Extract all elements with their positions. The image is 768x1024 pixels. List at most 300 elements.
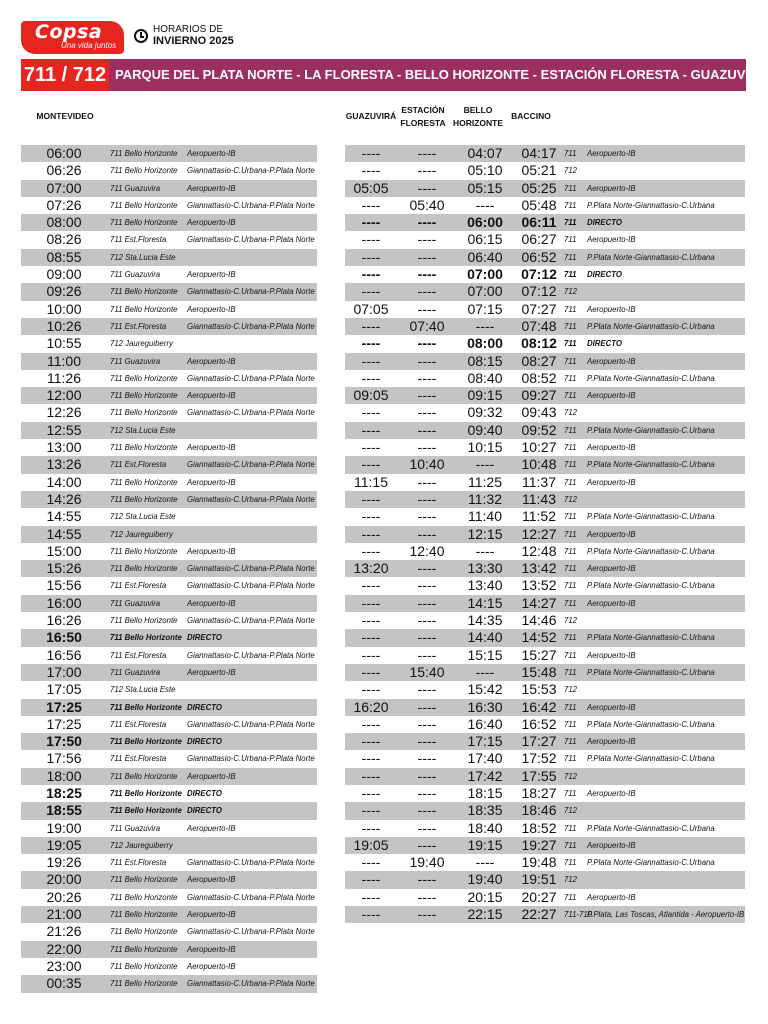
baccino-time: 18:27 <box>521 784 557 801</box>
bello-horizonte-time: 14:15 <box>467 594 503 611</box>
baccino-time: 19:48 <box>521 854 557 871</box>
estacion-time: ---- <box>417 162 437 179</box>
table-row <box>21 318 317 335</box>
route-note: P.Plata Norte-Giannattasio-C.Urbana <box>587 754 715 764</box>
table-row <box>21 422 317 439</box>
departure-time: 15:00 <box>46 542 82 559</box>
departure-time: 16:56 <box>46 646 82 663</box>
route-note: Aeropuerto-IB <box>187 823 236 833</box>
baccino-time: 13:52 <box>521 577 557 594</box>
baccino-time: 09:27 <box>521 387 557 404</box>
route-number-cell: 711 <box>564 633 577 643</box>
guazuvira-time: ---- <box>361 577 381 594</box>
guazuvira-time: ---- <box>361 369 381 386</box>
header-estacion-line1: ESTACIÓN <box>401 105 445 115</box>
route-note <box>187 681 322 698</box>
baccino-time: 20:27 <box>521 888 557 905</box>
route-note <box>587 162 747 179</box>
table-row <box>21 197 317 214</box>
table-row <box>345 612 745 629</box>
route-note: DIRECTO <box>187 702 222 712</box>
estacion-time: ---- <box>417 283 437 300</box>
bello-horizonte-time: 13:30 <box>467 560 503 577</box>
estacion-time: ---- <box>417 490 437 507</box>
departure-time: 16:26 <box>46 612 82 629</box>
service-name: 711 Guazuvira <box>110 270 161 280</box>
route-note: Aeropuerto-IB <box>587 443 636 453</box>
bello-horizonte-time: ---- <box>475 317 495 334</box>
table-row <box>21 249 317 266</box>
bello-horizonte-time: 13:40 <box>467 577 503 594</box>
guazuvira-time: ---- <box>361 888 381 905</box>
bello-horizonte-time: 16:30 <box>467 698 503 715</box>
route-note <box>587 491 747 508</box>
route-number-cell: 711 <box>564 270 577 280</box>
baccino-time: 14:52 <box>521 629 557 646</box>
bello-horizonte-time: 17:40 <box>467 750 503 767</box>
estacion-time: ---- <box>417 508 437 525</box>
route-note: P.Plata Norte-Giannattasio-C.Urbana <box>587 633 715 643</box>
service-name: 711 Bello Horizonte <box>110 564 178 574</box>
table-row <box>345 318 745 335</box>
departure-time: 16:00 <box>46 594 82 611</box>
route-number-cell: 711 <box>564 373 577 383</box>
service-name: 711 Bello Horizonte <box>110 875 178 885</box>
baccino-time: 06:11 <box>521 214 557 231</box>
guazuvira-time: ---- <box>361 750 381 767</box>
guazuvira-time: ---- <box>361 594 381 611</box>
guazuvira-time: ---- <box>361 421 381 438</box>
guazuvira-time: ---- <box>361 646 381 663</box>
estacion-time: 10:40 <box>409 456 445 473</box>
departure-time: 19:05 <box>46 836 82 853</box>
service-name: 712 Jaureguiberry <box>110 840 173 850</box>
table-row <box>345 647 745 664</box>
service-name: 711 Bello Horizonte <box>110 944 178 954</box>
route-note: Giannattasio-C.Urbana-P.Plata Norte <box>187 235 315 245</box>
table-row <box>21 526 317 543</box>
header-bello-line2: HORIZONTE <box>452 118 504 128</box>
route-number-cell: 711 <box>564 702 577 712</box>
departure-time: 21:26 <box>46 923 82 940</box>
service-name: 711 Guazuvira <box>110 183 161 193</box>
route-note: DIRECTO <box>187 633 222 643</box>
route-note: Aeropuerto-IB <box>587 477 636 487</box>
route-note: P.Plata Norte-Giannattasio-C.Urbana <box>587 823 715 833</box>
guazuvira-time: ---- <box>361 352 381 369</box>
guazuvira-time: ---- <box>361 404 381 421</box>
bello-horizonte-time: 06:00 <box>467 214 503 231</box>
route-number-cell: 711 <box>564 667 577 677</box>
baccino-time: 11:43 <box>522 490 556 507</box>
estacion-time: ---- <box>417 525 437 542</box>
baccino-time: 10:48 <box>521 456 557 473</box>
estacion-time: ---- <box>417 421 437 438</box>
bello-horizonte-time: 14:40 <box>467 629 503 646</box>
estacion-time: ---- <box>417 231 437 248</box>
estacion-time: ---- <box>417 577 437 594</box>
departure-time: 17:25 <box>46 715 82 732</box>
departure-time: 10:55 <box>46 335 82 352</box>
service-name: 711 Est.Floresta <box>110 460 167 470</box>
route-number-cell: 711 <box>564 840 577 850</box>
bello-horizonte-time: ---- <box>475 196 495 213</box>
guazuvira-time: ---- <box>361 439 381 456</box>
departure-time: 19:00 <box>46 819 82 836</box>
table-row <box>345 301 745 318</box>
route-number-cell: 711 <box>564 788 577 798</box>
route-note: Aeropuerto-IB <box>187 270 236 280</box>
route-note: Aeropuerto-IB <box>187 875 236 885</box>
baccino-time: 17:27 <box>521 733 557 750</box>
guazuvira-time: ---- <box>361 490 381 507</box>
table-row <box>21 612 317 629</box>
guazuvira-time: 05:05 <box>353 179 389 196</box>
bello-horizonte-time: ---- <box>475 542 495 559</box>
estacion-time: ---- <box>417 387 437 404</box>
route-note: P.Plata Norte-Giannattasio-C.Urbana <box>587 252 715 262</box>
route-note: P.Plata Norte-Giannattasio-C.Urbana <box>587 200 715 210</box>
route-note: Aeropuerto-IB <box>587 702 636 712</box>
route-note: Giannattasio-C.Urbana-P.Plata Norte <box>187 979 315 989</box>
route-note: Giannattasio-C.Urbana-P.Plata Norte <box>187 564 315 574</box>
bello-horizonte-time: 07:00 <box>467 283 503 300</box>
route-note: Aeropuerto-IB <box>187 304 236 314</box>
bello-horizonte-time: 09:15 <box>467 387 503 404</box>
service-name: 711 Guazuvira <box>110 667 161 677</box>
guazuvira-time: ---- <box>361 802 381 819</box>
service-name: 712 Jaureguiberry <box>110 339 173 349</box>
guazuvira-time: ---- <box>361 854 381 871</box>
outbound-table <box>21 145 317 993</box>
table-row <box>345 474 745 491</box>
route-number-cell: 711 <box>564 719 577 729</box>
route-note: Aeropuerto-IB <box>587 529 636 539</box>
departure-time: 07:26 <box>46 196 82 213</box>
table-row <box>345 491 745 508</box>
departure-time: 21:00 <box>46 906 82 923</box>
table-row <box>21 906 317 923</box>
table-row <box>21 162 317 179</box>
route-number-cell: 711 <box>564 252 577 262</box>
route-number-cell: 711 <box>564 149 577 158</box>
guazuvira-time: ---- <box>361 196 381 213</box>
bello-horizonte-time: 17:42 <box>467 767 503 784</box>
route-note: Giannattasio-C.Urbana-P.Plata Norte <box>187 200 315 210</box>
guazuvira-time: 16:20 <box>353 698 389 715</box>
service-name: 711 Bello Horizonte <box>110 443 178 453</box>
table-row <box>345 560 745 577</box>
bello-horizonte-time: 19:15 <box>467 836 503 853</box>
brand-name: Copsa <box>35 21 103 43</box>
estacion-time: ---- <box>417 646 437 663</box>
route-note: DIRECTO <box>187 806 222 816</box>
route-note: Aeropuerto-IB <box>587 840 636 850</box>
guazuvira-time: ---- <box>361 508 381 525</box>
table-row <box>21 508 317 525</box>
service-name: 711 Bello Horizonte <box>110 494 178 504</box>
service-name: 711 Bello Horizonte <box>110 788 182 798</box>
departure-time: 20:00 <box>46 871 82 888</box>
service-name: 711 Bello Horizonte <box>110 218 178 228</box>
estacion-time: ---- <box>417 733 437 750</box>
table-row <box>21 231 317 248</box>
route-note: Aeropuerto-IB <box>187 771 236 781</box>
bello-horizonte-time: 08:40 <box>467 369 503 386</box>
service-name: 711 Bello Horizonte <box>110 633 182 643</box>
table-row <box>21 543 317 560</box>
guazuvira-time: ---- <box>361 784 381 801</box>
route-number-cell: 711 <box>564 546 577 556</box>
route-note: Aeropuerto-IB <box>187 149 236 158</box>
estacion-time: ---- <box>417 439 437 456</box>
route-number-cell: 711 <box>564 304 577 314</box>
baccino-time: 19:27 <box>521 836 557 853</box>
guazuvira-time: 11:15 <box>354 473 388 490</box>
table-row <box>345 180 745 197</box>
departure-time: 22:00 <box>46 940 82 957</box>
route-number-cell: 712 <box>564 875 578 885</box>
route-number-cell: 711 <box>564 529 577 539</box>
departure-time: 08:00 <box>46 214 82 231</box>
table-row <box>345 750 745 767</box>
table-row <box>345 145 745 162</box>
estacion-time: 12:40 <box>409 542 445 559</box>
table-row <box>21 871 317 888</box>
table-row <box>21 785 317 802</box>
header-estacion-floresta <box>397 104 449 130</box>
route-note: Giannattasio-C.Urbana-P.Plata Norte <box>187 460 315 470</box>
estacion-time: ---- <box>417 906 437 923</box>
estacion-time: ---- <box>417 404 437 421</box>
baccino-time: 15:48 <box>521 663 557 680</box>
header-guazuvira: GUAZUVIRÁ <box>345 111 397 121</box>
baccino-time: 05:25 <box>521 179 557 196</box>
table-row <box>21 854 317 871</box>
bello-horizonte-time: 06:40 <box>467 248 503 265</box>
table-row <box>21 439 317 456</box>
guazuvira-time: ---- <box>361 456 381 473</box>
table-row <box>345 283 745 300</box>
service-name: 711 Bello Horizonte <box>110 408 178 418</box>
service-name: 711 Est.Floresta <box>110 754 167 764</box>
route-note: Aeropuerto-IB <box>187 910 236 920</box>
table-row <box>21 180 317 197</box>
departure-time: 12:55 <box>46 421 82 438</box>
table-row <box>345 577 745 594</box>
departure-time: 17:56 <box>46 750 82 767</box>
baccino-time: 15:27 <box>521 646 557 663</box>
route-note: Aeropuerto-IB <box>587 788 636 798</box>
baccino-time: 11:52 <box>522 508 556 525</box>
route-note: Giannattasio-C.Urbana-P.Plata Norte <box>187 166 315 176</box>
route-note: Giannattasio-C.Urbana-P.Plata Norte <box>187 892 315 902</box>
estacion-time: ---- <box>417 698 437 715</box>
table-row <box>21 577 317 594</box>
baccino-time: 10:27 <box>521 439 557 456</box>
route-number-cell: 712 <box>564 685 578 695</box>
route-note: Aeropuerto-IB <box>187 218 236 228</box>
table-row <box>21 301 317 318</box>
table-row <box>345 681 745 698</box>
route-note: Giannattasio-C.Urbana-P.Plata Norte <box>187 287 315 297</box>
guazuvira-time: ---- <box>361 214 381 231</box>
route-note: Aeropuerto-IB <box>587 235 636 245</box>
guazuvira-time: ---- <box>361 283 381 300</box>
departure-time: 08:26 <box>46 231 82 248</box>
departure-time: 09:00 <box>46 266 82 283</box>
table-row <box>21 923 317 940</box>
service-name: 711 Bello Horizonte <box>110 166 178 176</box>
route-note: Giannattasio-C.Urbana-P.Plata Norte <box>187 927 315 937</box>
clock-icon <box>134 29 148 43</box>
guazuvira-time: ---- <box>361 629 381 646</box>
header-bello-line1: BELLO <box>463 105 493 115</box>
departure-time: 15:56 <box>46 577 82 594</box>
baccino-time: 05:21 <box>521 162 557 179</box>
table-row <box>345 906 745 923</box>
baccino-time: 07:12 <box>521 283 557 300</box>
bello-horizonte-time: 06:15 <box>467 231 503 248</box>
table-row <box>21 283 317 300</box>
service-name: 711 Est.Floresta <box>110 235 167 245</box>
table-row <box>345 854 745 871</box>
route-note: P.Plata Norte-Giannattasio-C.Urbana <box>587 512 715 522</box>
departure-time: 20:26 <box>46 888 82 905</box>
departure-time: 17:00 <box>46 663 82 680</box>
estacion-time: ---- <box>417 715 437 732</box>
baccino-time: 18:52 <box>521 819 557 836</box>
baccino-time: 12:27 <box>521 525 557 542</box>
table-row <box>345 543 745 560</box>
route-note: Giannattasio-C.Urbana-P.Plata Norte <box>187 494 315 504</box>
departure-time: 14:00 <box>46 473 82 490</box>
estacion-time: ---- <box>417 750 437 767</box>
route-note: Giannattasio-C.Urbana-P.Plata Norte <box>187 858 315 868</box>
route-note: P.Plata Norte-Giannattasio-C.Urbana <box>587 581 715 591</box>
departure-time: 08:55 <box>46 248 82 265</box>
table-row <box>21 716 317 733</box>
route-note: Aeropuerto-IB <box>187 183 236 193</box>
estacion-time: 07:40 <box>409 317 445 334</box>
service-name: 711 Bello Horizonte <box>110 304 178 314</box>
table-row <box>21 560 317 577</box>
bello-horizonte-time: 11:32 <box>468 490 502 507</box>
route-title: PARQUE DEL PLATA NORTE - LA FLORESTA - BELLO HORIZONTE - ESTACIÓN FLORESTA - GUAZUVIRÁ <box>115 67 768 82</box>
departure-time: 13:26 <box>46 456 82 473</box>
table-row <box>345 335 745 352</box>
route-note: Aeropuerto-IB <box>187 546 236 556</box>
estacion-time: ---- <box>417 819 437 836</box>
route-number-cell: 711 <box>564 512 577 522</box>
departure-time: 23:00 <box>46 957 82 974</box>
table-row <box>345 353 745 370</box>
baccino-time: 13:42 <box>521 560 557 577</box>
table-row <box>345 716 745 733</box>
guazuvira-time: ---- <box>361 906 381 923</box>
table-row <box>21 768 317 785</box>
departure-time: 19:26 <box>46 854 82 871</box>
estacion-time: 15:40 <box>409 663 445 680</box>
estacion-time: ---- <box>417 352 437 369</box>
route-number-cell: 712 <box>564 806 578 816</box>
table-row <box>345 439 745 456</box>
departure-time: 10:26 <box>46 317 82 334</box>
route-number-cell: 711 <box>564 321 577 331</box>
table-row <box>345 197 745 214</box>
table-row <box>21 647 317 664</box>
service-name: 711 Bello Horizonte <box>110 961 178 971</box>
guazuvira-time: ---- <box>361 145 381 161</box>
table-row <box>21 474 317 491</box>
table-row <box>345 664 745 681</box>
baccino-time: 09:43 <box>521 404 557 421</box>
departure-time: 07:00 <box>46 179 82 196</box>
route-number-cell: 711 <box>564 339 577 349</box>
route-note: Giannattasio-C.Urbana-P.Plata Norte <box>187 321 315 331</box>
departure-time: 12:00 <box>46 387 82 404</box>
bello-horizonte-time: ---- <box>475 456 495 473</box>
service-name: 711 Bello Horizonte <box>110 546 178 556</box>
estacion-time: ---- <box>417 145 437 161</box>
service-name: 711 Bello Horizonte <box>110 149 178 158</box>
service-name: 711 Bello Horizonte <box>110 616 178 626</box>
departure-time: 12:26 <box>46 404 82 421</box>
baccino-time: 09:52 <box>521 421 557 438</box>
estacion-time: ---- <box>417 369 437 386</box>
bello-horizonte-time: 07:15 <box>467 300 503 317</box>
route-note: Giannattasio-C.Urbana-P.Plata Norte <box>187 616 315 626</box>
estacion-time: ---- <box>417 266 437 283</box>
estacion-time: ---- <box>417 335 437 352</box>
route-note: Aeropuerto-IB <box>187 356 236 366</box>
table-row <box>345 370 745 387</box>
guazuvira-time: ---- <box>361 542 381 559</box>
route-note: Aeropuerto-IB <box>187 944 236 954</box>
estacion-time: ---- <box>417 871 437 888</box>
bello-horizonte-time: 22:15 <box>467 906 503 923</box>
guazuvira-time: 13:20 <box>353 560 389 577</box>
route-note: Aeropuerto-IB <box>587 650 636 660</box>
route-note: Aeropuerto-IB <box>587 149 636 158</box>
route-note: P.Plata Norte-Giannattasio-C.Urbana <box>587 858 715 868</box>
route-note <box>587 612 747 629</box>
route-note: Aeropuerto-IB <box>587 356 636 366</box>
departure-time: 11:00 <box>47 352 81 369</box>
table-row <box>345 404 745 421</box>
baccino-time: 06:27 <box>521 231 557 248</box>
table-row <box>21 820 317 837</box>
departure-time: 18:25 <box>46 784 82 801</box>
table-row <box>345 802 745 819</box>
estacion-time: ---- <box>417 767 437 784</box>
bello-horizonte-time: 05:10 <box>467 162 503 179</box>
bello-horizonte-time: 16:40 <box>467 715 503 732</box>
route-note: Aeropuerto-IB <box>187 477 236 487</box>
route-note: Aeropuerto-IB <box>587 183 636 193</box>
service-name: 711 Bello Horizonte <box>110 910 178 920</box>
route-number-cell: 712 <box>564 616 578 626</box>
route-note: Aeropuerto-IB <box>187 961 236 971</box>
estacion-time: ---- <box>417 179 437 196</box>
header-baccino: BACCINO <box>511 111 551 121</box>
service-name: 712 Sta.Lucia Este <box>110 512 176 522</box>
service-name: 711 Bello Horizonte <box>110 200 178 210</box>
baccino-time: 16:42 <box>521 698 557 715</box>
route-note <box>587 681 747 698</box>
route-note: Giannattasio-C.Urbana-P.Plata Norte <box>187 650 315 660</box>
service-name: 711 Bello Horizonte <box>110 927 178 937</box>
